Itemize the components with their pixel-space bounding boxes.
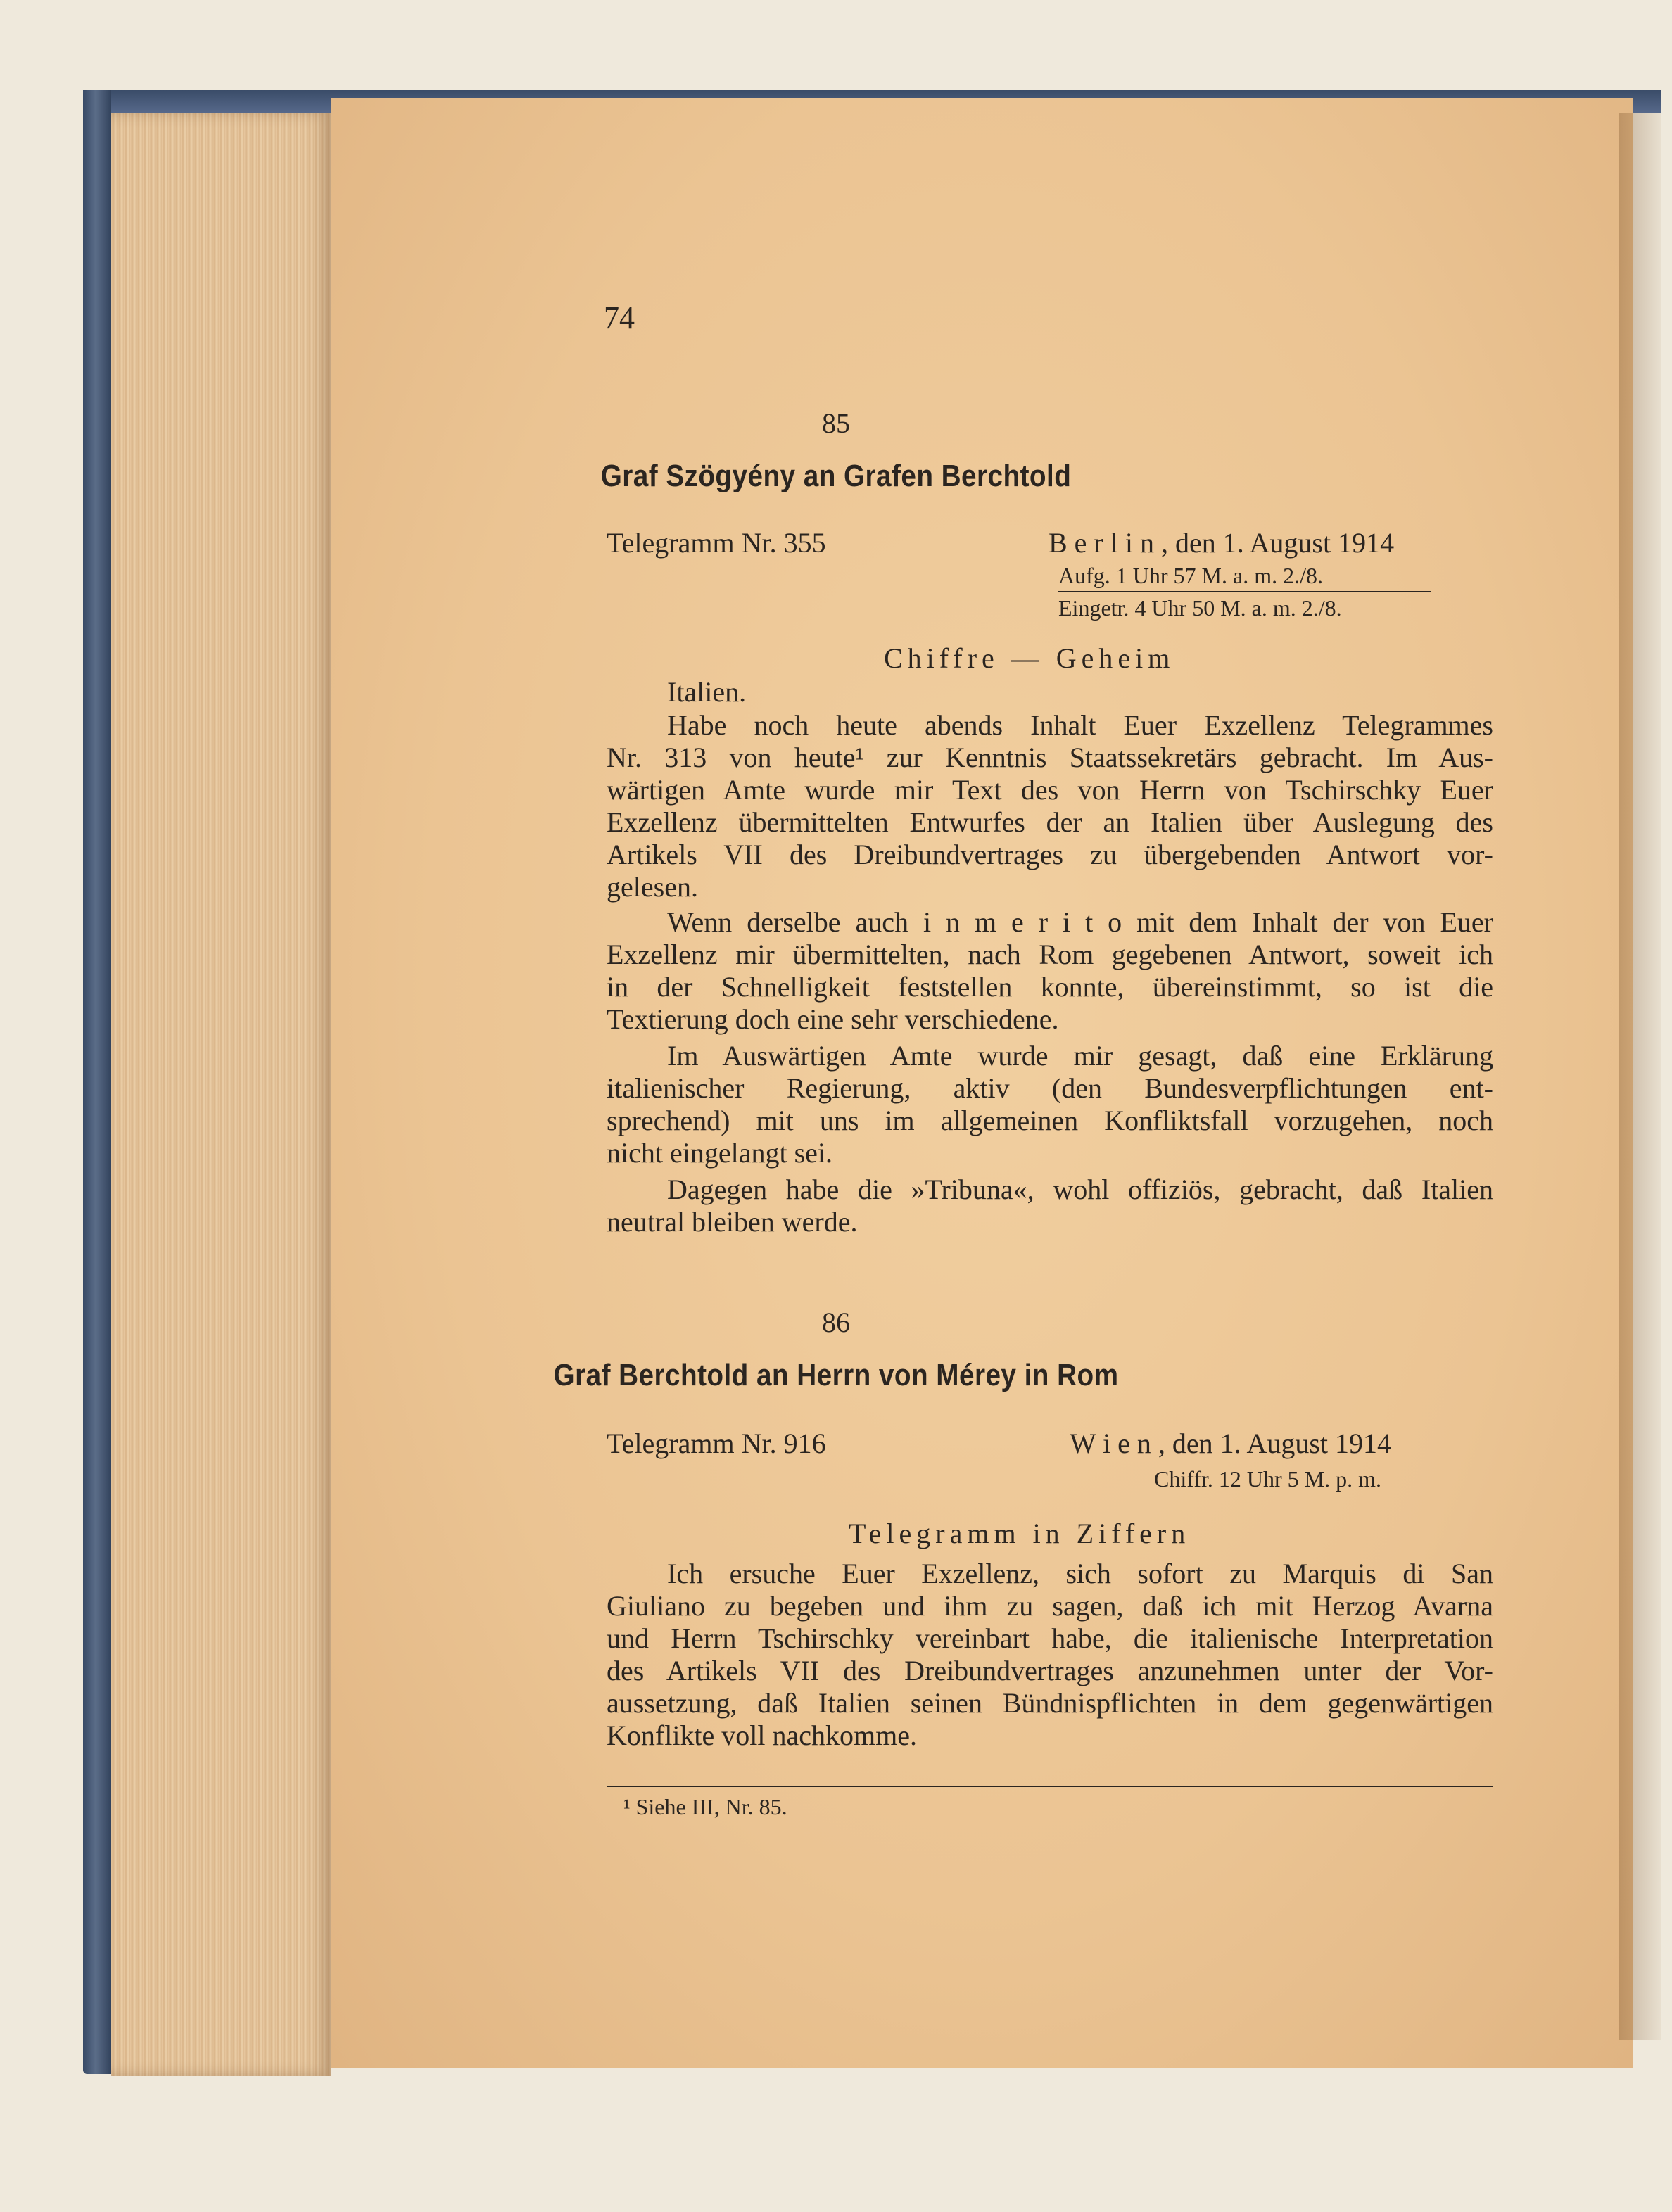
doc-86-place-date: W i e n , den 1. August 1914 bbox=[1070, 1428, 1392, 1459]
book-gutter bbox=[1619, 113, 1661, 2040]
doc-85-rule bbox=[1058, 591, 1431, 592]
doc-85-line: Habe noch heute abends Inhalt Euer Exzellenz Telegrammes bbox=[667, 709, 1493, 741]
footnote-rule bbox=[607, 1786, 1493, 1787]
page-number: 74 bbox=[604, 300, 635, 335]
doc-85-telegram-number: Telegramm Nr. 355 bbox=[607, 527, 826, 559]
doc-86-telegram-number: Telegramm Nr. 916 bbox=[607, 1428, 826, 1459]
footnote: ¹ Siehe III, Nr. 85. bbox=[623, 1794, 787, 1819]
doc-85-line: Wenn derselbe auch i n m e r i t o mit dem Inhalt der von Euer bbox=[667, 906, 1493, 938]
doc-85-line: italienischer Regierung, aktiv (den Bundesverpflichtungen ent- bbox=[607, 1072, 1493, 1104]
doc-86-cipher-note: Telegramm in Ziffern bbox=[849, 1518, 1191, 1549]
book-spine-edge bbox=[83, 90, 111, 2074]
doc-85-line: Im Auswärtigen Amte wurde mir gesagt, daß eine Erklärung bbox=[667, 1040, 1493, 1072]
doc-85-line: nicht eingelangt sei. bbox=[607, 1137, 833, 1169]
doc-85-line: Textierung doch eine sehr verschiedene. bbox=[607, 1003, 1059, 1035]
doc-86-line: Konflikte voll nachkomme. bbox=[607, 1720, 918, 1751]
doc-86-line: Giuliano zu begeben und ihm zu sagen, daß ich mit Herzog Avarna bbox=[607, 1590, 1493, 1622]
doc-85-line: Artikels VII des Dreibundvertrages zu übergebenden Antwort vor- bbox=[607, 839, 1493, 870]
doc-85-number: 85 bbox=[822, 407, 850, 439]
doc-85-eingetr: Eingetr. 4 Uhr 50 M. a. m. 2./8. bbox=[1058, 595, 1342, 621]
doc-85-line: sprechend) mit uns im allgemeinen Konfliktsfall vorzugehen, noch bbox=[607, 1105, 1493, 1136]
doc-86-line: und Herrn Tschirschky vereinbart habe, die italienische Interpretation bbox=[607, 1622, 1493, 1654]
doc-85-title: Graf Szögyény an Grafen Berchtold bbox=[600, 459, 1072, 493]
doc-86-line: des Artikels VII des Dreibundvertrages anzunehmen unter der Vor- bbox=[607, 1655, 1493, 1686]
doc-85-line: Dagegen habe die »Tribuna«, wohl offiziös, gebracht, daß Italien bbox=[667, 1174, 1493, 1205]
doc-85-aufg: Aufg. 1 Uhr 57 M. a. m. 2./8. bbox=[1058, 563, 1323, 588]
doc-85-line: gelesen. bbox=[607, 871, 698, 903]
doc-85-line: neutral bleiben werde. bbox=[607, 1206, 858, 1238]
doc-85-line: in der Schnelligkeit feststellen konnte, übereinstimmt, so ist die bbox=[607, 971, 1493, 1003]
doc-85-line: Exzellenz mir übermittelten, nach Rom gegebenen Antwort, soweit ich bbox=[607, 939, 1493, 970]
doc-85-line: Exzellenz übermittelten Entwurfes der an Italien über Auslegung des bbox=[607, 806, 1493, 838]
doc-86-number: 86 bbox=[822, 1307, 850, 1338]
doc-85-line: Nr. 313 von heute¹ zur Kenntnis Staatssekretärs gebracht. Im Aus- bbox=[607, 742, 1493, 773]
doc-86-line: aussetzung, daß Italien seinen Bündnispflichten in dem gegenwärtigen bbox=[607, 1687, 1493, 1719]
doc-85-line: wärtigen Amte wurde mir Text des von Herrn von Tschirschky Euer bbox=[607, 774, 1493, 806]
doc-86-title: Graf Berchtold an Herrn von Mérey in Rom bbox=[553, 1358, 1119, 1392]
doc-85-subject: Italien. bbox=[667, 676, 747, 708]
doc-86-chiffr: Chiffr. 12 Uhr 5 M. p. m. bbox=[1154, 1466, 1381, 1492]
doc-86-line: Ich ersuche Euer Exzellenz, sich sofort zu Marquis di San bbox=[667, 1558, 1493, 1589]
doc-85-place-date: B e r l i n , den 1. August 1914 bbox=[1049, 527, 1395, 559]
doc-85-cipher-note: Chiffre — Geheim bbox=[884, 642, 1175, 674]
